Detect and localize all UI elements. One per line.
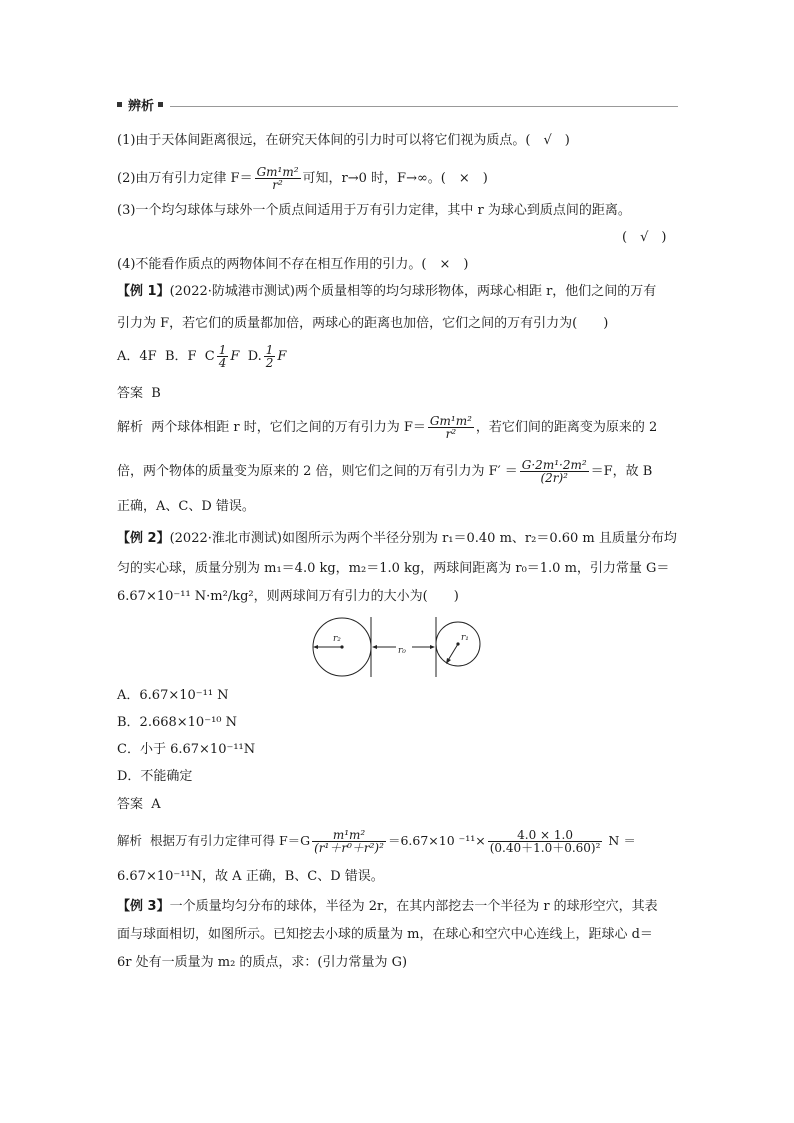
r0-label: r₀ bbox=[398, 646, 406, 656]
statement-3: (3)一个均匀球体与球外一个质点间适用于万有引力定律，其中 r 为球心到质点间的距离。 bbox=[117, 203, 631, 218]
example-1-answer: 答案 B bbox=[117, 386, 161, 401]
statement-4: (4)不能看作质点的两物体间不存在相互作用的引力。( × ) bbox=[117, 257, 469, 272]
option-d: D. $\frac{1}{2}$ F bbox=[247, 343, 287, 370]
example-2-option-b: B．2.668×10⁻¹⁰ N bbox=[117, 715, 237, 730]
two-spheres-figure bbox=[305, 615, 490, 679]
option-c: C $\frac{1}{4}$ F bbox=[204, 343, 240, 370]
arrow-head-icon bbox=[446, 658, 451, 664]
statement-1: (1)由于天体间距离很远，在研究天体间的引力时可以将它们视为质点。( √ ) bbox=[117, 133, 570, 148]
bullet-square-icon bbox=[158, 102, 163, 107]
example-2-option-c: C．小于 6.67×10⁻¹¹N bbox=[117, 742, 256, 757]
section-header: 辨析 bbox=[117, 98, 163, 116]
r1-label: r₁ bbox=[461, 633, 469, 643]
example-1-line-1: 【例 1】(2022·防城港市测试)两个质量相等的均匀球形物体，两球心相距 r，他们之间的万有 bbox=[117, 284, 657, 299]
example-1-analysis-line-1: 解析 两个球体相距 r 时，它们之间的万有引力为 F＝ $\frac{\text{Gm¹m²}}{\text{r²}}$ ，若它们间的距离变为原来的 2 bbox=[117, 414, 658, 441]
example-3-line-2: 面与球面相切，如图所示。已知挖去小球的质量为 m，在球心和空穴中心连线上，距球心 d＝ bbox=[117, 927, 653, 942]
statement-3-mark: ( √ ) bbox=[622, 230, 667, 245]
bullet-square-icon bbox=[117, 102, 122, 107]
section-divider bbox=[170, 106, 678, 107]
example-2-analysis-line-1: 解析 根据万有引力定律可得 F＝G $\frac{\text{m¹m²}}{\text{(r¹＋r⁰＋r²)²}}$ ＝6.67×10 ⁻¹¹× $\frac{4.0 \times 1.0}{\text{(0.40＋1.0＋0.60)²}}$ N ＝ bbox=[117, 828, 636, 855]
example-2-option-a: A．6.67×10⁻¹¹ N bbox=[117, 688, 229, 703]
example-1-analysis-line-2: 倍，两个物体的质量变为原来的 2 倍，则它们之间的万有引力为 F′ ＝ $\frac{\text{G·2m¹·2m²}}{\text{(2r)²}}$ ＝F，故 B bbox=[117, 458, 653, 485]
example-1-tag: 【例 1】 bbox=[117, 284, 170, 299]
arrow-left-icon bbox=[372, 645, 377, 649]
example-2-option-d: D．不能确定 bbox=[117, 769, 193, 784]
example-2-line-1: 【例 2】(2022·淮北市测试)如图所示为两个半径分别为 r₁＝0.40 m、r₂＝0.60 m 且质量分布均 bbox=[117, 531, 677, 546]
example-1-analysis-line-3: 正确，A、C、D 错误。 bbox=[117, 499, 255, 514]
example-1-line-2: 引力为 F，若它们的质量都加倍，两球心的距离也加倍，它们之间的万有引力为( ) bbox=[117, 316, 609, 331]
option-b: B．F bbox=[164, 349, 197, 364]
example-3-line-1: 【例 3】一个质量均匀分布的球体，半径为 2r，在其内部挖去一个半径为 r 的球形空穴，其表 bbox=[117, 899, 658, 914]
statement-2: (2)由万有引力定律 F＝ $\frac{\text{Gm¹m²}}{\text{r²}}$ 可知，r→0 时，F→∞。( × ) bbox=[117, 165, 488, 192]
option-a: A．4F bbox=[117, 349, 157, 364]
example-2-analysis-line-2: 6.67×10⁻¹¹N，故 A 正确，B、C、D 错误。 bbox=[117, 869, 384, 884]
example-1-options bbox=[117, 344, 286, 370]
arrow-right-icon bbox=[430, 645, 435, 649]
example-2-line-3: 6.67×10⁻¹¹ N·m²/kg²，则两球间万有引力的大小为( ) bbox=[117, 589, 459, 604]
fraction: $\frac{\text{Gm¹m²}}{\text{r²}}$ bbox=[256, 165, 299, 192]
arrow-head-icon bbox=[313, 645, 318, 649]
example-3-line-3: 6r 处有一质量为 m₂ 的质点，求：(引力常量为 G) bbox=[117, 955, 408, 970]
example-3-tag: 【例 3】 bbox=[117, 899, 170, 914]
example-2-line-2: 匀的实心球，质量分别为 m₁＝4.0 kg，m₂＝1.0 kg，两球间距离为 r₀＝1.0 m，引力常量 G＝ bbox=[117, 561, 670, 576]
example-2-answer: 答案 A bbox=[117, 797, 161, 812]
r2-label: r₂ bbox=[333, 634, 341, 644]
example-2-tag: 【例 2】 bbox=[117, 531, 170, 546]
